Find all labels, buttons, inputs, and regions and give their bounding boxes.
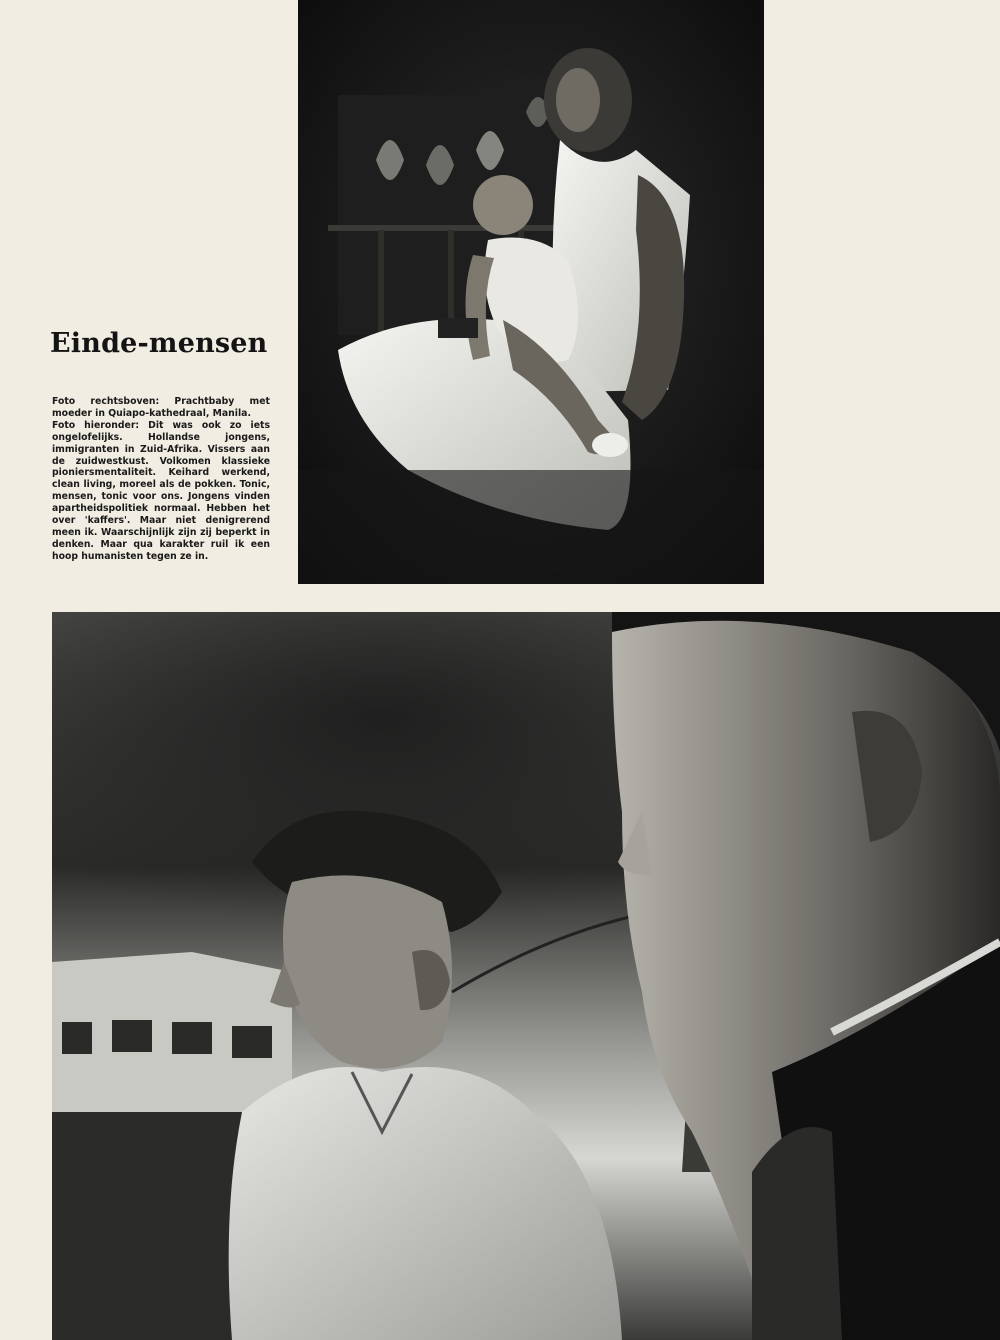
photo-caption [52, 396, 270, 563]
caption-top-photo: Foto rechtsboven: Prachtbaby met moeder in Quiapo-kathedraal, Manila. [52, 396, 270, 419]
caption-bottom-photo: Foto hieronder: Dit was ook zo iets ongelofelijks. Hollandse jongens, immigranten in Zuid-Afrika. Vissers aan de zuidwestkust. Volkomen klassieke pioniersmentaliteit. Keihard werkend, clean living, moreel als de pokken. Tonic, mensen, tonic voor ons. Jongens vinden apartheidspolitiek normaal. Hebben het over 'kaffers'. Maar niet denigrerend meen ik. Waarschijnlijk zijn zij beperkt in denken. Maar qua karakter ruil ik een hoop humanisten tegen ze in. [52, 419, 270, 562]
mother-and-baby-photo [298, 0, 764, 584]
two-young-men-photo [52, 612, 1000, 1340]
article-title: Einde-mensen [50, 328, 268, 359]
